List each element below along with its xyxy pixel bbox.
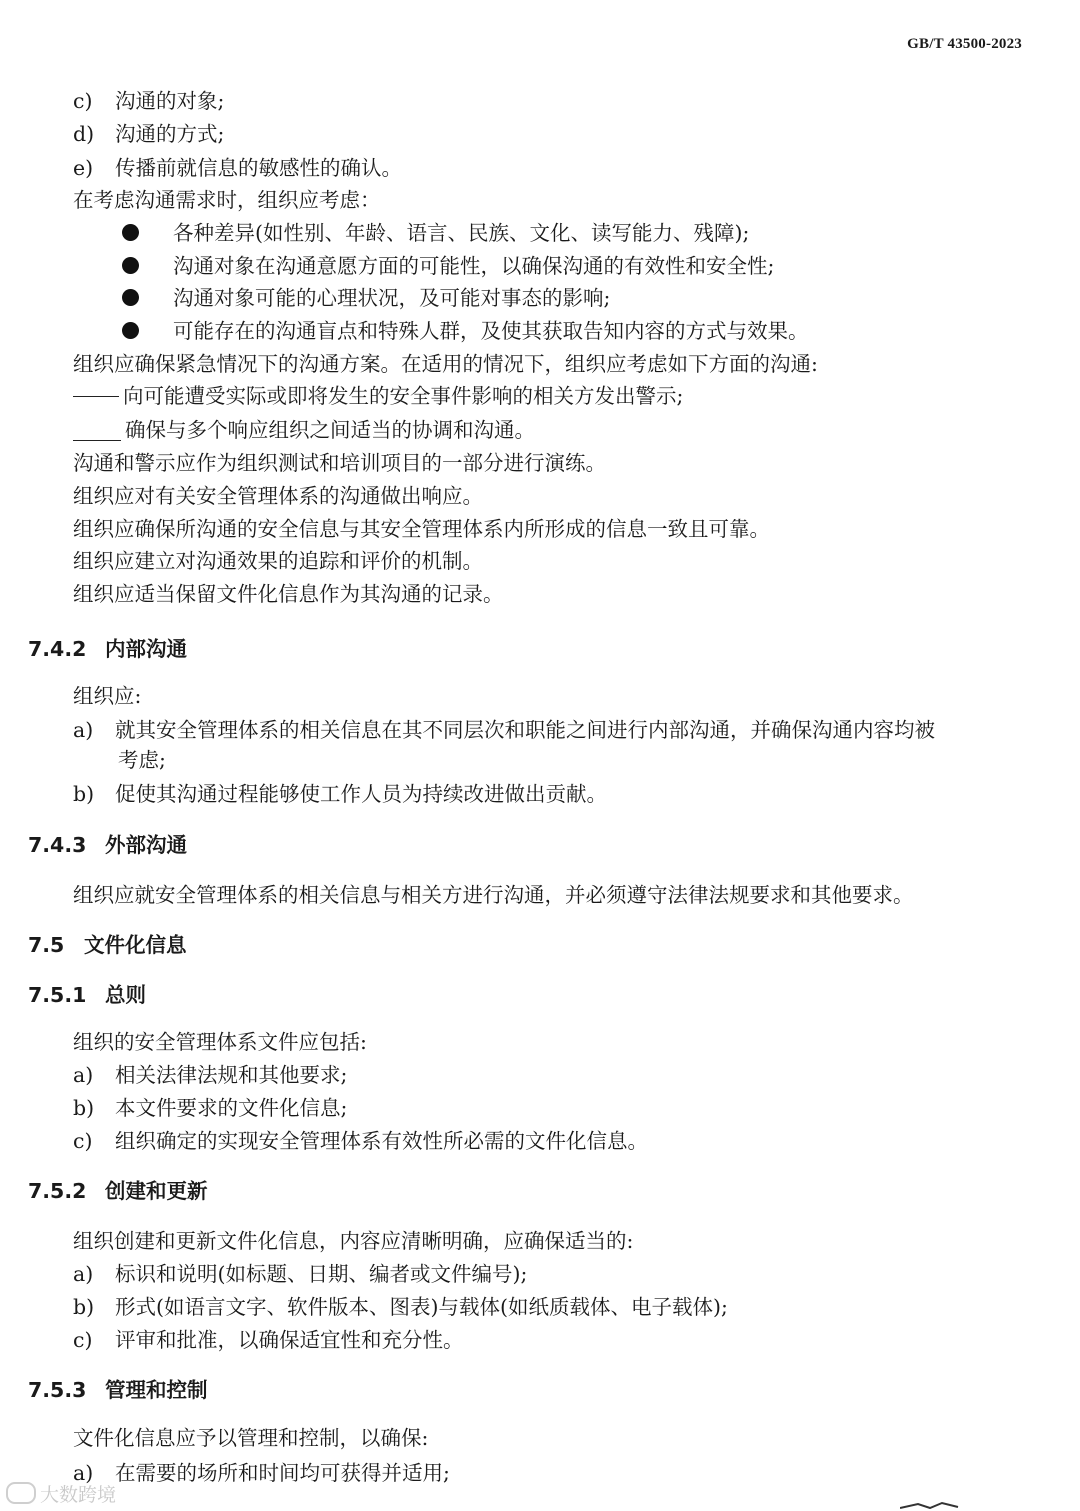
- list-text: 形式(如语言文字、软件版本、图表)与载体(如纸质载体、电子载体);: [115, 1295, 728, 1319]
- paragraph: 沟通和警示应作为组织测试和培训项目的一部分进行演练。: [73, 451, 606, 475]
- list-text: 组织确定的实现安全管理体系有效性所必需的文件化信息。: [115, 1129, 648, 1153]
- bullet-text: 沟通对象可能的心理状况，及可能对事态的影响;: [173, 286, 611, 310]
- list-text: 沟通的方式;: [115, 122, 225, 146]
- list-label: c): [73, 89, 93, 113]
- section-number: 7.5.2: [28, 1179, 87, 1203]
- list-item: [73, 1095, 347, 1121]
- dash-text: 确保与多个响应组织之间适当的协调和沟通。: [125, 418, 535, 442]
- list-label: a): [73, 718, 94, 742]
- list-text: 在需要的场所和时间均可获得并适用;: [115, 1461, 450, 1485]
- list-text: 标识和说明(如标题、日期、编者或文件编号);: [115, 1262, 528, 1286]
- section-title: 管理和控制: [105, 1378, 208, 1402]
- paragraph: 文件化信息应予以管理和控制，以确保:: [73, 1426, 429, 1450]
- paragraph: 组织创建和更新文件化信息，内容应清晰明确，应确保适当的:: [73, 1229, 634, 1253]
- bullet-text: 各种差异(如性别、年龄、语言、民族、文化、读写能力、残障);: [173, 221, 750, 245]
- list-label: c): [73, 1129, 93, 1153]
- list-label: a): [73, 1461, 94, 1485]
- section-title: 外部沟通: [105, 833, 187, 857]
- bullet-icon: [122, 224, 139, 241]
- list-item: [73, 1294, 728, 1320]
- bullet-icon: [122, 257, 139, 274]
- bullet-item: [122, 318, 1022, 344]
- underline-mark: [73, 420, 121, 441]
- list-label: c): [73, 1328, 93, 1352]
- list-label: b): [73, 782, 95, 806]
- paragraph: 组织应确保所沟通的安全信息与其安全管理体系内所形成的信息一致且可靠。: [73, 517, 770, 541]
- watermark-logo-icon: [6, 1482, 36, 1504]
- section-number: 7.4.3: [28, 833, 87, 857]
- list-item: [73, 1327, 464, 1353]
- paragraph: 组织应建立对沟通效果的追踪和评价的机制。: [73, 549, 483, 573]
- list-label: b): [73, 1096, 95, 1120]
- list-item: [73, 1460, 450, 1486]
- list-item: [73, 1128, 648, 1154]
- watermark-text: 大数跨境: [40, 1484, 117, 1506]
- list-item: [73, 717, 935, 743]
- list-item: [73, 155, 402, 181]
- bullet-item: [122, 253, 1022, 279]
- section-number: 7.4.2: [28, 637, 87, 661]
- section-heading: [28, 1178, 208, 1204]
- section-title: 总则: [105, 983, 146, 1007]
- list-continuation: 考虑;: [118, 748, 166, 772]
- list-text: 相关法律法规和其他要求;: [115, 1063, 348, 1087]
- paragraph: 组织应对有关安全管理体系的沟通做出响应。: [73, 484, 483, 508]
- section-number: 7.5.1: [28, 983, 87, 1007]
- bullet-icon: [122, 322, 139, 339]
- section-number: 7.5: [28, 933, 65, 957]
- watermark: [6, 1480, 116, 1507]
- section-title: 内部沟通: [105, 637, 187, 661]
- bullet-icon: [122, 289, 139, 306]
- bullet-text: 可能存在的沟通盲点和特殊人群，及使其获取告知内容的方式与效果。: [173, 319, 809, 343]
- list-label: e): [73, 156, 94, 180]
- list-label: a): [73, 1063, 94, 1087]
- section-title: 文件化信息: [84, 933, 187, 957]
- paragraph: 组织应:: [73, 684, 142, 708]
- list-text: 沟通的对象;: [115, 89, 225, 113]
- section-heading: [28, 636, 187, 662]
- list-label: d): [73, 122, 95, 146]
- standard-code: GB/T 43500-2023: [907, 36, 1022, 52]
- list-item: [73, 781, 607, 807]
- paragraph: 组织的安全管理体系文件应包括:: [73, 1030, 367, 1054]
- paragraph: 组织应适当保留文件化信息作为其沟通的记录。: [73, 582, 504, 606]
- list-item: [73, 88, 224, 114]
- list-text: 促使其沟通过程能够使工作人员为持续改进做出贡献。: [115, 782, 607, 806]
- dash-text: 向可能遭受实际或即将发生的安全事件影响的相关方发出警示;: [123, 384, 684, 408]
- bullet-item: [122, 285, 1022, 311]
- page-edge-fragment: [900, 1501, 1010, 1509]
- paragraph: 组织应就安全管理体系的相关信息与相关方进行沟通，并必须遵守法律法规要求和其他要求。: [73, 883, 914, 907]
- dash-item: [73, 383, 683, 409]
- dash-mark: [73, 396, 119, 397]
- list-item: [73, 121, 224, 147]
- list-label: b): [73, 1295, 95, 1319]
- list-text: 传播前就信息的敏感性的确认。: [115, 156, 402, 180]
- list-item: [73, 1062, 347, 1088]
- paragraph: 组织应确保紧急情况下的沟通方案。在适用的情况下，组织应考虑如下方面的沟通:: [73, 352, 818, 376]
- dash-item: [73, 417, 535, 443]
- list-label: a): [73, 1262, 94, 1286]
- section-heading: [28, 982, 146, 1008]
- bullet-item: [122, 220, 1022, 246]
- section-title: 创建和更新: [105, 1179, 208, 1203]
- list-text: 就其安全管理体系的相关信息在其不同层次和职能之间进行内部沟通，并确保沟通内容均被: [115, 718, 935, 742]
- section-number: 7.5.3: [28, 1378, 87, 1402]
- section-heading: [28, 832, 187, 858]
- list-text: 本文件要求的文件化信息;: [115, 1096, 348, 1120]
- list-text: 评审和批准，以确保适宜性和充分性。: [115, 1328, 464, 1352]
- section-heading: [28, 932, 187, 958]
- paragraph: 在考虑沟通需求时，组织应考虑：: [73, 188, 381, 212]
- section-heading: [28, 1377, 208, 1403]
- bullet-text: 沟通对象在沟通意愿方面的可能性，以确保沟通的有效性和安全性;: [173, 254, 775, 278]
- list-item: [73, 1261, 527, 1287]
